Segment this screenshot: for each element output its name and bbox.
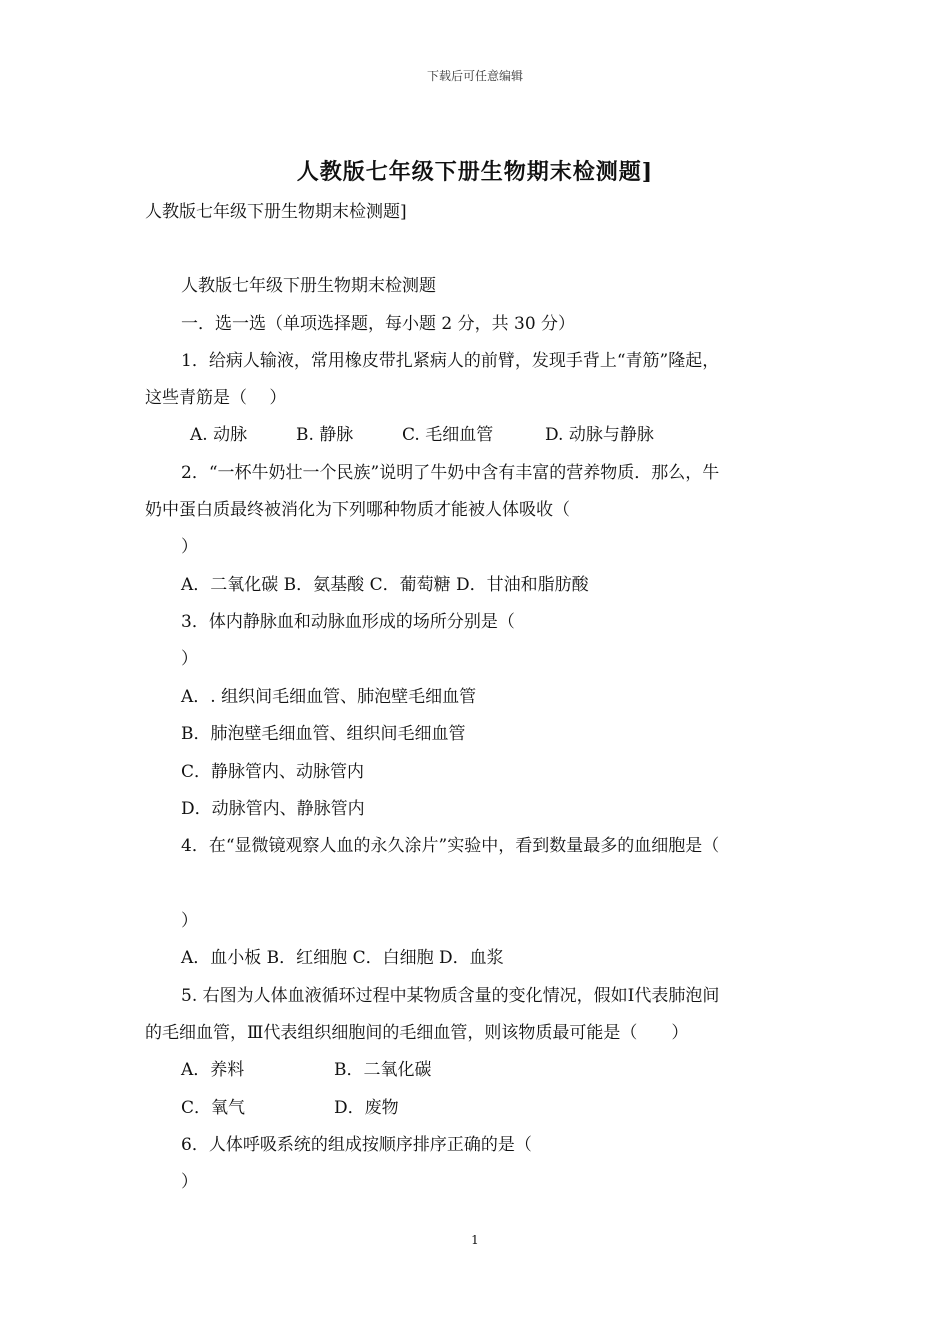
document-title: 人教版七年级下册生物期末检测题]: [296, 159, 654, 185]
question-4-line-2: ）: [181, 911, 198, 931]
question-1-line-2: 这些青筋是（ ）: [145, 388, 287, 408]
question-5-options-row-1: [181, 1059, 432, 1081]
q1-option-c: C. 毛细血管: [402, 425, 494, 445]
question-2-options: A．二氧化碳 B．氨基酸 C．葡萄糖 D．甘油和脂肪酸: [181, 575, 589, 595]
question-1-options: [190, 424, 654, 446]
question-3-option-a: A．. 组织间毛细血管、肺泡壁毛细血管: [181, 687, 477, 707]
question-4-options: A．血小板 B．红细胞 C．白细胞 D．血浆: [181, 948, 504, 968]
q5-option-c: C．氧气: [181, 1098, 246, 1118]
q5-option-b: B．二氧化碳: [334, 1060, 432, 1080]
section-heading: 一．选一选（单项选择题，每小题 2 分，共 30 分）: [181, 314, 576, 334]
question-3-option-c: C．静脉管内、动脉管内: [181, 762, 365, 782]
question-5-line-2: 的毛细血管，Ⅲ代表组织细胞间的毛细血管，则该物质最可能是（ ）: [145, 1023, 689, 1043]
page-header: 下载后可任意编辑: [426, 69, 523, 83]
question-1-line-1: 1．给病人输液，常用橡皮带扎紧病人的前臂，发现手背上“青筋”隆起，: [181, 351, 720, 371]
q5-option-a: A．养料: [181, 1060, 245, 1080]
question-5-line-1: 5. 右图为人体血液循环过程中某物质含量的变化情况，假如Ⅰ代表肺泡间: [181, 986, 720, 1006]
question-3-line-1: 3．体内静脉血和动脉血形成的场所分别是（: [181, 612, 515, 632]
question-2-line-2: 奶中蛋白质最终被消化为下列哪种物质才能被人体吸收（: [145, 500, 570, 520]
question-6-line-1: 6．人体呼吸系统的组成按顺序排序正确的是（: [181, 1135, 532, 1155]
q5-option-d: D．废物: [334, 1098, 399, 1118]
question-5-options-row-2: [181, 1097, 399, 1119]
subtitle: 人教版七年级下册生物期末检测题]: [145, 202, 407, 222]
question-2-line-3: ）: [181, 537, 198, 557]
question-4-line-1: 4．在“显微镜观察人血的永久涂片”实验中，看到数量最多的血细胞是（: [181, 836, 720, 856]
inner-title: 人教版七年级下册生物期末检测题: [181, 276, 436, 296]
q1-option-a: A. 动脉: [190, 425, 248, 445]
question-3-option-b: B．肺泡壁毛细血管、组织间毛细血管: [181, 724, 466, 744]
q1-option-b: B. 静脉: [296, 425, 354, 445]
question-2-line-1: 2．“一杯牛奶壮一个民族”说明了牛奶中含有丰富的营养物质．那么，牛: [181, 463, 720, 483]
question-6-line-2: ）: [181, 1172, 198, 1192]
page-number: 1: [471, 1233, 479, 1247]
q1-option-d: D. 动脉与静脉: [545, 425, 654, 445]
question-3-line-2: ）: [181, 649, 198, 669]
question-3-option-d: D．动脉管内、静脉管内: [181, 799, 365, 819]
